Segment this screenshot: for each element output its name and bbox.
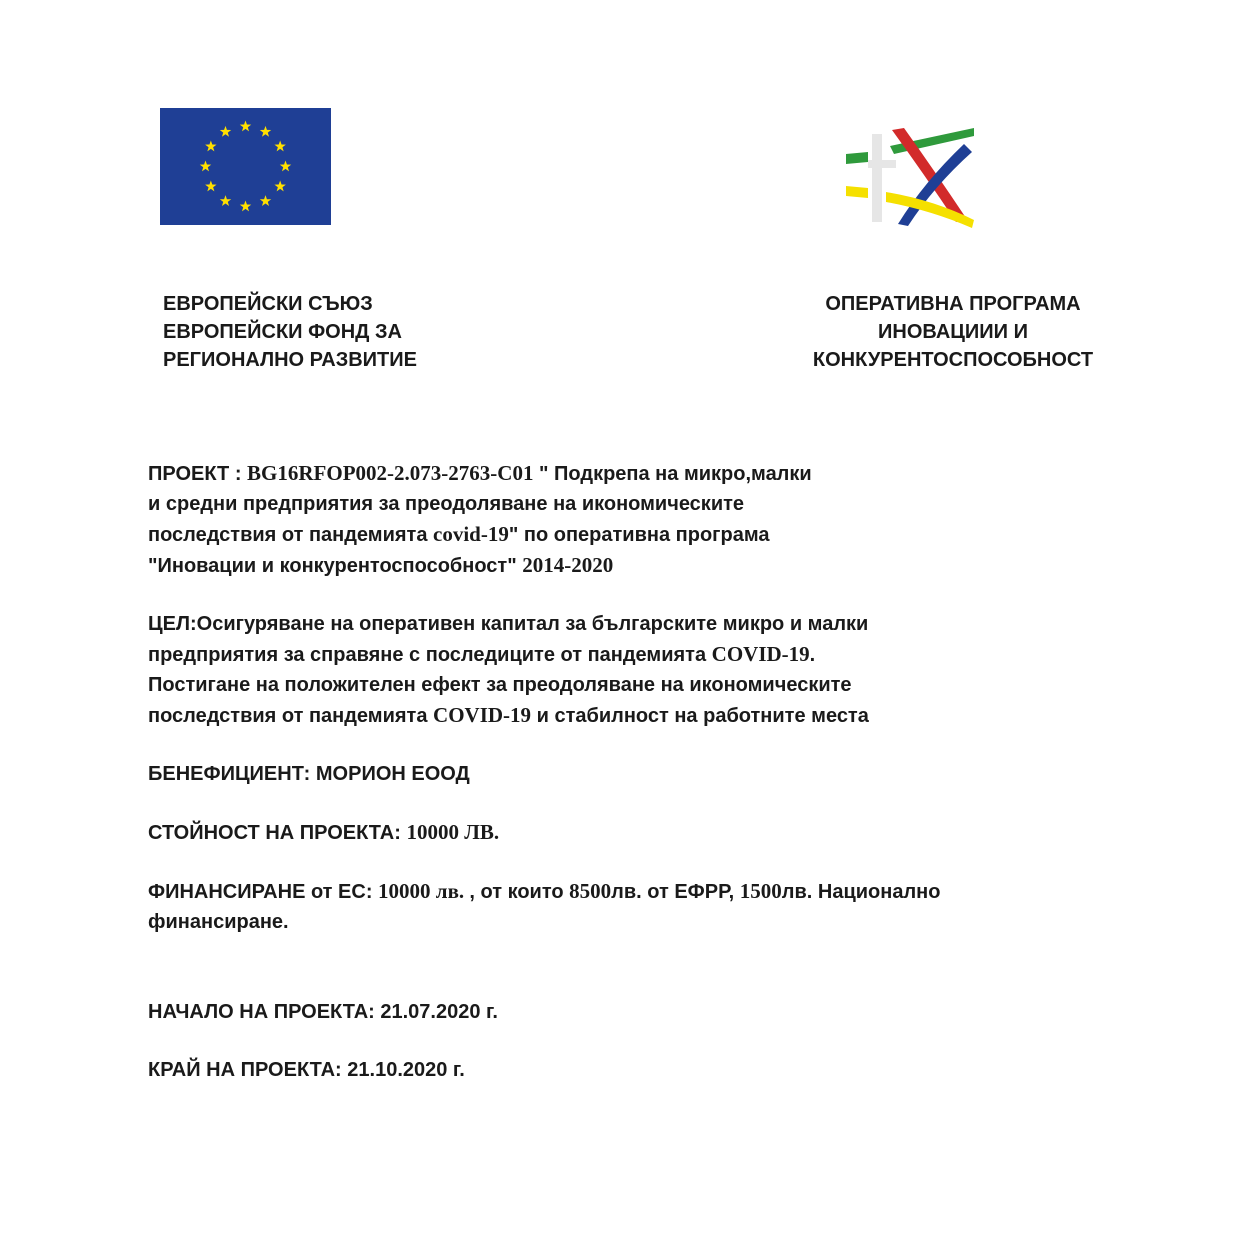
- funding-paragraph: [148, 876, 1028, 937]
- erdf-amount: 8500: [569, 879, 612, 903]
- opic-logo-icon: [838, 124, 978, 228]
- goal-paragraph: [148, 609, 888, 731]
- project-text: " по оперативна програма "Иновации и конкурентоспособност": [148, 524, 770, 577]
- project-code: BG16RFOP002-2.073-2763-C01: [247, 461, 534, 485]
- eu-flag-icon: [160, 108, 331, 225]
- caption-line: ИНОВАЦИИИ И: [878, 321, 1028, 343]
- funding-amount: 10000 лв.: [378, 879, 470, 903]
- project-value-line: [148, 817, 1048, 848]
- funding-text: лв. от ЕФРР,: [611, 881, 740, 903]
- project-paragraph: [148, 458, 828, 581]
- value-label: СТОЙНОСТ НА ПРОЕКТА:: [148, 822, 407, 844]
- beneficiary-line: БЕНЕФИЦИЕНТ: МОРИОН ЕООД: [148, 763, 470, 785]
- caption-line: РЕГИОНАЛНО РАЗВИТИЕ: [163, 349, 417, 371]
- document-body: [148, 458, 1048, 1085]
- project-years: 2014-2020: [522, 553, 614, 577]
- project-start-line: НАЧАЛО НА ПРОЕКТА: 21.07.2020 г.: [148, 1001, 498, 1023]
- eu-fund-caption: [163, 290, 417, 374]
- goal-text: и стабилност на работните места: [531, 705, 869, 727]
- program-caption: [808, 290, 1098, 374]
- covid-term: COVID-19: [711, 642, 810, 666]
- caption-line: ЕВРОПЕЙСКИ ФОНД ЗА: [163, 321, 402, 343]
- funding-text: , от които: [469, 881, 570, 903]
- funding-text: лв. Национално финансиране.: [148, 881, 941, 933]
- caption-line: ОПЕРАТИВНА ПРОГРАМА: [825, 293, 1081, 315]
- national-amount: 1500: [739, 879, 782, 903]
- goal-text: . Постигане на положителен ефект за преодоляване на икономическите последствия от пандемията: [148, 644, 852, 727]
- project-text: " Подкрепа на микро,малки и средни предприятия за преодоляване на икономическите последствия от пандемията: [148, 463, 812, 546]
- project-end-line: КРАЙ НА ПРОЕКТА: 21.10.2020 г.: [148, 1059, 465, 1081]
- covid-term: COVID-19: [433, 703, 532, 727]
- covid-term: covid-19: [433, 522, 509, 546]
- goal-text: ЦЕЛ:Осигуряване на оперативен капитал за българските микро и малки предприятия за справяне с последиците от пандемията: [148, 613, 869, 666]
- caption-line: КОНКУРЕНТОСПОСОБНОСТ: [812, 349, 1094, 371]
- value-amount: 10000 ЛВ.: [406, 820, 500, 844]
- caption-line: ЕВРОПЕЙСКИ СЪЮЗ: [163, 293, 373, 315]
- project-label: ПРОЕКТ :: [148, 463, 248, 485]
- funding-label: ФИНАНСИРАНЕ от ЕС:: [148, 881, 379, 903]
